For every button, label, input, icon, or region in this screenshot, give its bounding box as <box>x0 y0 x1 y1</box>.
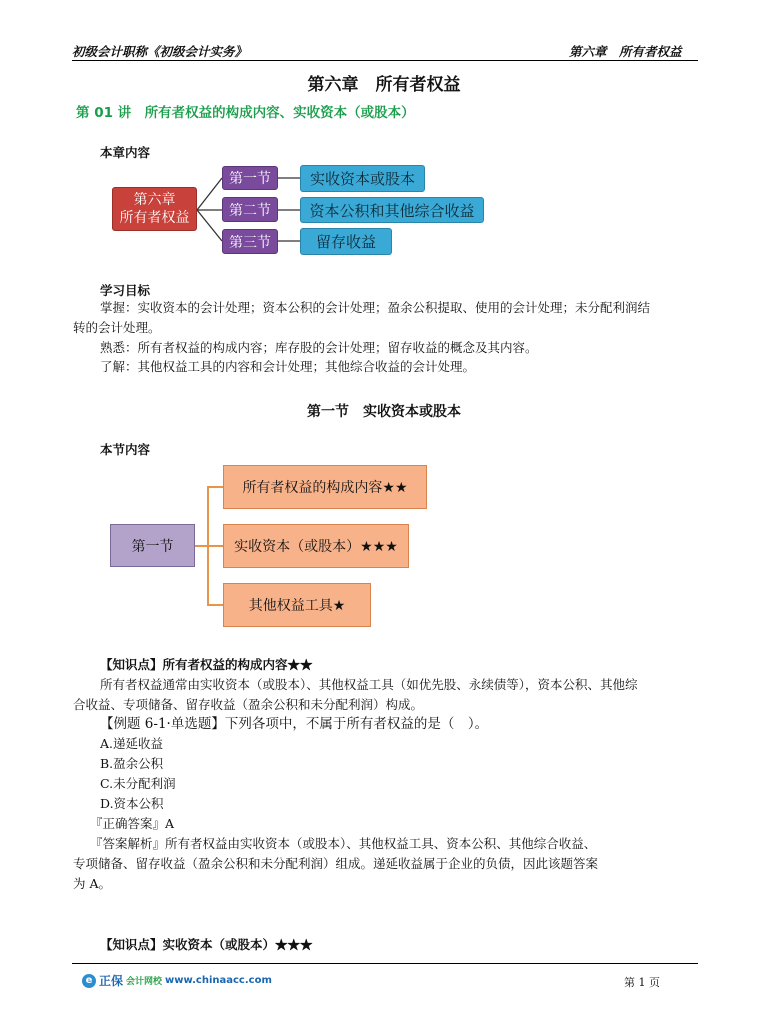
section-root-box: 第一节 <box>110 524 195 567</box>
option-c: C.未分配利润 <box>100 776 176 791</box>
section-content-heading: 本节内容 <box>100 442 151 457</box>
option-b: B.盈余公积 <box>100 756 164 771</box>
section-2-topic: 资本公积和其他综合收益 <box>300 197 484 223</box>
chapter-connectors <box>0 0 768 300</box>
connector-bottom <box>207 604 223 606</box>
analysis-line1: 『答案解析』所有者权益由实收资本（或股本）、其他权益工具、资本公积、其他综合收益、 <box>90 836 597 851</box>
section-item-3: 其他权益工具★ <box>223 583 371 627</box>
option-d: D.资本公积 <box>100 796 164 811</box>
goals-heading: 学习目标 <box>100 283 151 298</box>
footer-divider <box>72 963 698 964</box>
knowledge-1-heading: 【知识点】所有者权益的构成内容★★ <box>100 657 313 672</box>
knowledge-1-text-line1: 所有者权益通常由实收资本（或股本）、其他权益工具（如优先股、永续债等），资本公积、其他综 <box>100 677 638 692</box>
section-1-title: 第一节 实收资本或股本 <box>307 404 461 420</box>
footer-url[interactable]: www.chinaacc.com <box>165 975 272 986</box>
page-number: 第 1 页 <box>624 976 660 989</box>
logo-mark-icon: e <box>82 974 96 988</box>
correct-answer: 『正确答案』A <box>90 816 175 831</box>
section-3-topic: 留存收益 <box>300 228 392 255</box>
goal-familiar: 熟悉：所有者权益的构成内容；库存股的会计处理；留存收益的概念及其内容。 <box>100 340 538 355</box>
connector-top <box>207 486 223 488</box>
section-3-box: 第三节 <box>222 229 278 254</box>
page-title: 第六章 所有者权益 <box>307 75 461 95</box>
logo-sub: 会计网校 <box>126 977 163 987</box>
section-1-topic: 实收资本或股本 <box>300 165 425 192</box>
chapter-root-line1: 第六章 <box>133 192 176 208</box>
knowledge-2-heading: 【知识点】实收资本（或股本）★★★ <box>100 937 313 952</box>
goal-understand: 了解：其他权益工具的内容和会计处理；其他综合收益的会计处理。 <box>100 359 476 374</box>
goal-master-line1: 掌握：实收资本的会计处理；资本公积的会计处理；盈余公积提取、使用的会计处理；未分配利润结 <box>100 300 651 315</box>
header-chapter: 第六章 所有者权益 <box>569 44 682 59</box>
connector-middle <box>207 545 223 547</box>
footer-logo[interactable] <box>82 972 272 989</box>
option-a: A.递延收益 <box>100 736 164 751</box>
section-1-box: 第一节 <box>222 166 278 190</box>
section-item-1: 所有者权益的构成内容★★ <box>223 465 427 509</box>
chapter-root-box <box>112 187 197 231</box>
section-2-box: 第二节 <box>222 197 278 222</box>
section-item-2: 实收资本（或股本）★★★ <box>223 524 409 568</box>
header-book-title: 初级会计职称《初级会计实务》 <box>72 44 248 59</box>
chapter-root-line2: 所有者权益 <box>119 210 190 226</box>
analysis-line2: 专项储备、留存收益（盈余公积和未分配利润）组成。递延收益属于企业的负债，因此该题答案 <box>73 856 599 871</box>
chapter-content-heading: 本章内容 <box>100 145 151 160</box>
logo-name: 正保 <box>99 974 124 988</box>
knowledge-1-text-line2: 合收益、专项储备、留存收益（盈余公积和未分配利润）构成。 <box>73 697 424 712</box>
analysis-line3: 为 A。 <box>73 876 112 891</box>
example-question: 【例题 6-1·单选题】下列各项中，不属于所有者权益的是（ ）。 <box>100 716 489 732</box>
goal-master-line2: 转的会计处理。 <box>73 320 161 335</box>
lecture-title: 第 01 讲 所有者权益的构成内容、实收资本（或股本） <box>76 105 415 121</box>
